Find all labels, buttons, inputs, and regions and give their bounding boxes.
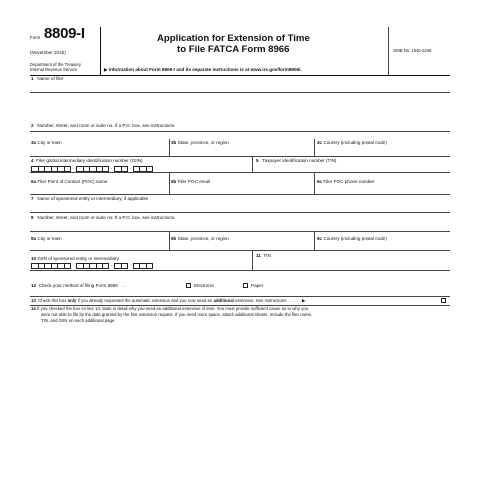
rule-3-v2	[314, 139, 315, 156]
line-7-label: 7 Name of sponsored entity or intermediary, if applicable	[31, 196, 149, 201]
sponsored-entity-name-input[interactable]	[31, 202, 449, 211]
sponsored-tin-input[interactable]	[256, 259, 449, 269]
line-3b-label: 3b State, province, or region	[171, 140, 229, 145]
line-6a-label: 6a Filer Point of Contact (POC) name	[31, 179, 108, 184]
poc-email-input[interactable]	[171, 185, 312, 193]
rule-2	[30, 131, 450, 132]
filer-name-input[interactable]	[31, 82, 449, 92]
rule-6-v2	[314, 172, 315, 194]
filer-country-input[interactable]	[317, 146, 449, 155]
rule-1	[30, 92, 450, 93]
sponsored-state-input[interactable]	[171, 242, 312, 249]
rule-3	[30, 156, 450, 157]
filer-state-input[interactable]	[171, 146, 312, 155]
line-3a-label: 3a City or town	[31, 140, 62, 145]
instructions-info: ▶ Information about Form 8809-I and its separate instructions is at www.irs.gov/form8809i.	[104, 67, 302, 72]
line-5-label: 5 Taxpayer identification number (TIN)	[256, 158, 337, 163]
form-number: 8809-I	[44, 25, 85, 42]
line-2-label: 2 Number, street, and room or suite no. If a P.O. box, see instructions.	[31, 123, 176, 128]
rule-9	[30, 250, 450, 251]
paper-checkbox[interactable]	[243, 283, 248, 288]
line-11-label: 11 TIN	[256, 253, 271, 258]
line-9b-label: 9b State, province, or region	[171, 236, 229, 241]
rule-4-v1	[252, 156, 253, 172]
line-3c-label: 3c Country (including postal code)	[317, 140, 387, 145]
additional-extension-checkbox[interactable]	[441, 298, 446, 303]
line-14-text-1: 14 If you checked the box on line 13, state in detail why you need an additional extension of time. You must provide sufficient cause as to why you	[31, 306, 309, 311]
poc-phone-input[interactable]	[317, 185, 449, 193]
header-divider-right	[388, 27, 389, 75]
rule-9-v2	[314, 231, 315, 250]
rule-10-v1	[252, 250, 253, 270]
sponsored-country-input[interactable]	[317, 242, 449, 249]
line-1-label: 1 Name of filer	[31, 76, 64, 81]
line-4-label: 4 Filer global intermediary identification number (GIIN)	[31, 158, 143, 163]
form-title-line2: to File FATCA Form 8966	[177, 44, 290, 55]
line-14-text-2: were not able to file by the date granted by the first extension request. If you need more space, attach additional sheets. Include the filer name,	[41, 312, 313, 317]
line-9c-label: 9c Country (including postal code)	[317, 236, 387, 241]
rule-7	[30, 212, 450, 213]
rule-6	[30, 194, 450, 195]
line-6b-label: 6b Filer POC email	[171, 179, 211, 184]
poc-name-input[interactable]	[31, 185, 167, 193]
form-title-line1: Application for Extension of Time	[157, 33, 310, 44]
rule-9-v1	[169, 231, 170, 250]
line-10-label: 10 GIIN of sponsored entity or intermediary	[31, 256, 119, 261]
line-6c-label: 6c Filer POC phone number	[317, 179, 375, 184]
department-name: Department of the Treasury	[30, 62, 81, 67]
rule-4	[30, 172, 450, 173]
header-bottom-rule	[30, 75, 450, 76]
rule-3-v1	[169, 139, 170, 156]
electronic-checkbox[interactable]	[186, 283, 191, 288]
paper-label: Paper	[251, 283, 264, 288]
rule-12	[30, 296, 450, 297]
filer-city-input[interactable]	[31, 146, 167, 155]
service-name: Internal Revenue Service	[30, 67, 78, 72]
line-8-label: 8 Number, street, and room or suite no. If a P.O. box, see instructions.	[31, 215, 176, 220]
filer-tin-input[interactable]	[256, 164, 449, 172]
line-9a-label: 9a City or town	[31, 236, 62, 241]
line-13-label: 13 Check this box only if you already requested the automatic extension and you now need an additional extension. See instructions . . . . . ▶	[31, 298, 306, 303]
rule-10	[30, 270, 450, 271]
sponsored-city-input[interactable]	[31, 242, 167, 249]
line-12-label: 12 Check your method of filing Form 8966 . .	[31, 283, 126, 288]
rule-6-v1	[169, 172, 170, 194]
line-14-text-3: TIN, and GIIN on each additional page.	[41, 318, 116, 323]
electronic-label: Electronic	[194, 283, 215, 288]
sponsored-giin-boxes[interactable]: . . .	[31, 263, 153, 269]
sponsored-street-input[interactable]	[31, 221, 449, 231]
revision-date: (November 2015)	[30, 50, 66, 55]
rule-8	[30, 231, 450, 232]
form-label: Form	[30, 35, 41, 40]
filer-giin-boxes[interactable]: . . .	[31, 166, 153, 172]
omb-number: OMB No. 1545-2246	[393, 48, 432, 53]
header-divider-left	[100, 27, 101, 75]
explanation-textarea[interactable]	[31, 326, 449, 446]
